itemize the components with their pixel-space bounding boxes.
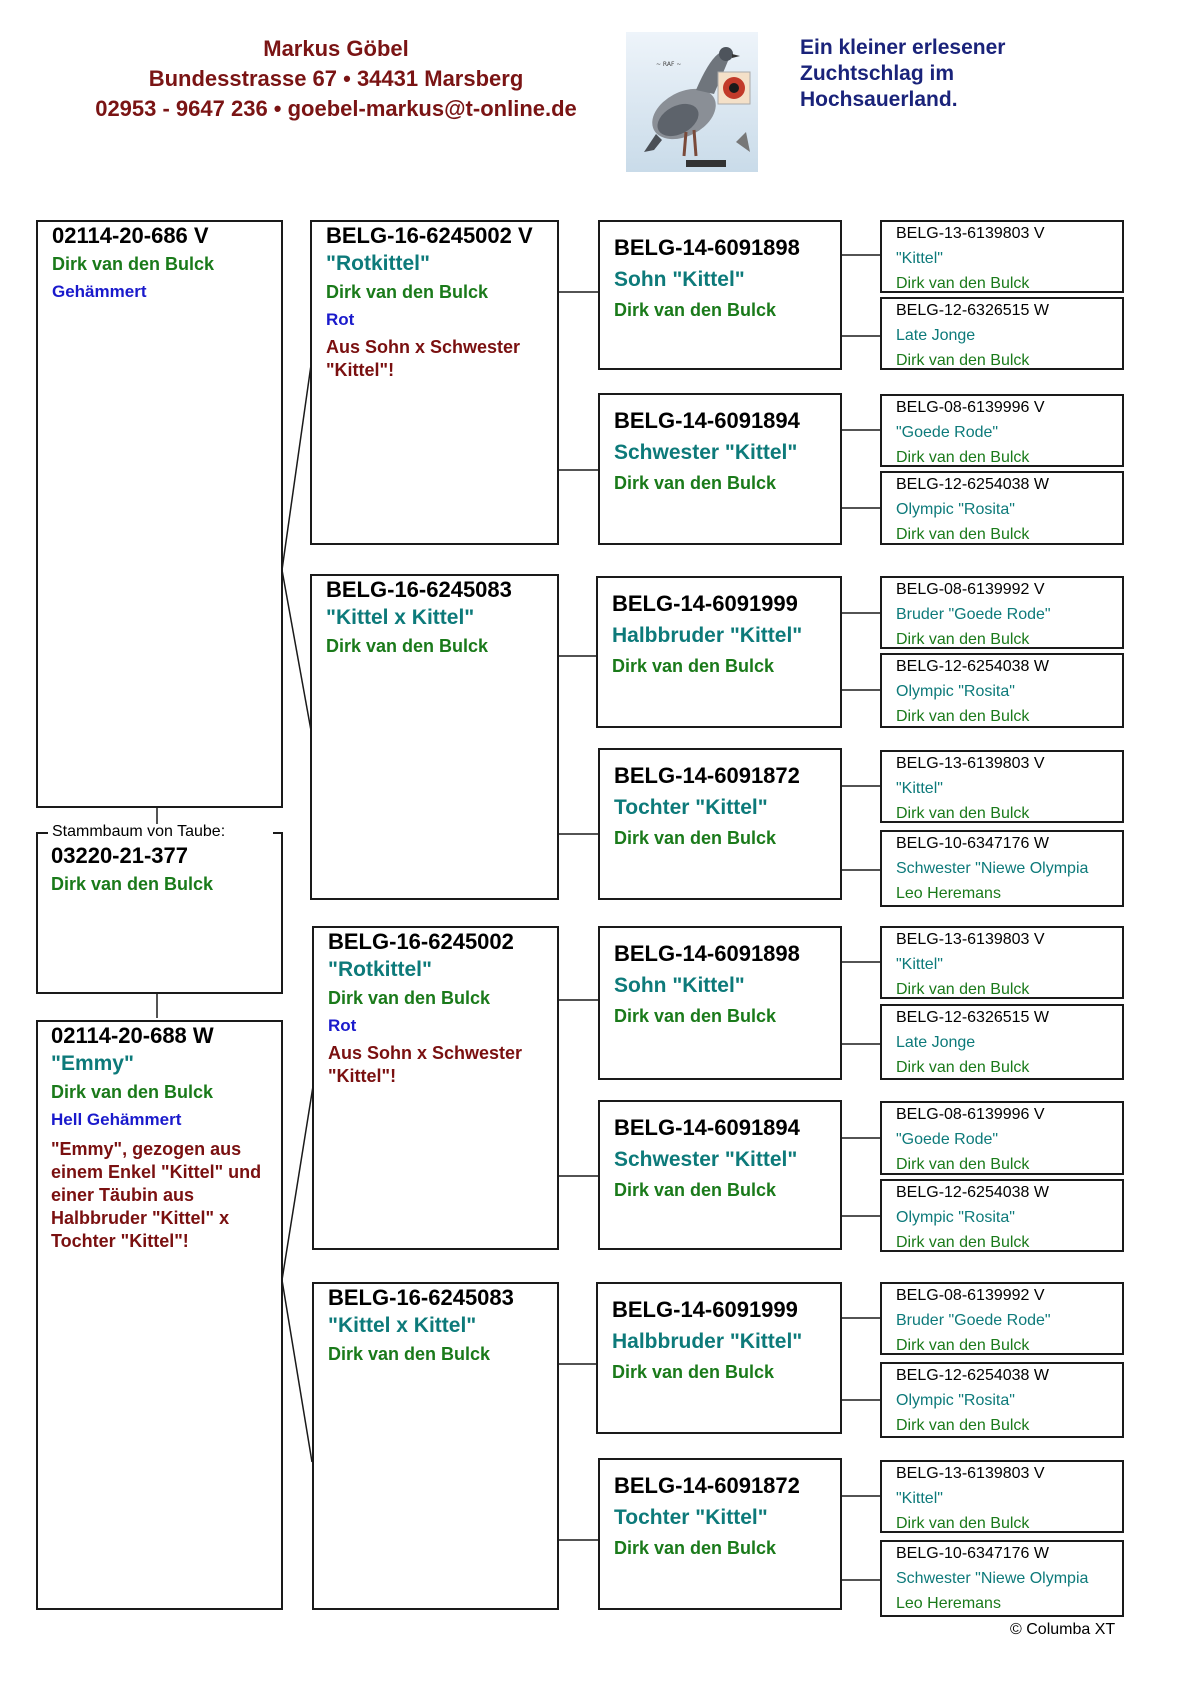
- ancestor-name: Schwester "Niewe Olympia: [896, 860, 1089, 877]
- ancestor-name: Late Jonge: [896, 327, 976, 344]
- breeder-name: Markus Göbel: [263, 36, 409, 61]
- ancestor-breeder: Dirk van den Bulck: [896, 352, 1030, 369]
- ancestor-card: [880, 653, 1124, 728]
- ancestor-breeder: Dirk van den Bulck: [896, 1417, 1030, 1434]
- great-grandparent-ring: BELG-14-6091999: [612, 591, 798, 616]
- grandparent-breeder: Dirk van den Bulck: [326, 636, 489, 656]
- ancestor-ring: BELG-12-6254038 W: [896, 476, 1049, 493]
- mother-color: Hell Gehämmert: [51, 1110, 182, 1129]
- ancestor-card: [880, 1101, 1124, 1175]
- grandparent-card: [312, 1282, 559, 1610]
- grandparent-card: [310, 574, 559, 900]
- breeder-address: Bundesstrasse 67 • 34431 Marsberg: [148, 66, 524, 91]
- ancestor-name: Bruder "Goede Rode": [896, 606, 1051, 623]
- mother-ring: 02114-20-688 W: [51, 1023, 214, 1048]
- great-grandparent-ring: BELG-14-6091894: [614, 408, 800, 433]
- ancestor-name: Olympic "Rosita": [896, 501, 1015, 518]
- great-grandparent-name: Sohn "Kittel": [614, 268, 745, 291]
- grandparent-name: "Kittel x Kittel": [326, 606, 475, 629]
- ancestor-card: [880, 297, 1124, 370]
- ancestor-card: [880, 750, 1124, 823]
- svg-text:~ RAF ~: ~ RAF ~: [656, 61, 682, 68]
- mother-name: "Emmy": [51, 1052, 134, 1075]
- great-grandparent-breeder: Dirk van den Bulck: [612, 1362, 775, 1382]
- ancestor-name: "Goede Rode": [896, 424, 999, 441]
- mother-remark: "Emmy", gezogen aus einem Enkel "Kittel" und einer Täubin aus Halbbruder "Kittel" x Tochter "Kittel"!: [51, 1139, 262, 1251]
- grandparent-card: [310, 220, 559, 545]
- ancestor-card: [880, 471, 1124, 545]
- grandparent-name: "Kittel x Kittel": [328, 1314, 477, 1337]
- ancestor-breeder: Dirk van den Bulck: [896, 981, 1030, 998]
- ancestor-name: "Kittel": [896, 780, 943, 797]
- great-grandparent-card: [598, 1100, 842, 1250]
- grandparent-breeder: Dirk van den Bulck: [328, 988, 491, 1008]
- grandparent-name: "Rotkittel": [328, 958, 432, 981]
- great-grandparent-card: [598, 748, 842, 900]
- great-grandparent-card: [598, 393, 842, 545]
- ancestor-ring: BELG-12-6326515 W: [896, 1009, 1049, 1026]
- ancestor-ring: BELG-13-6139803 V: [896, 755, 1045, 772]
- father-ring: 02114-20-686 V: [52, 223, 209, 248]
- great-grandparent-card: [598, 926, 842, 1080]
- ancestor-name: Olympic "Rosita": [896, 1392, 1015, 1409]
- great-grandparent-ring: BELG-14-6091872: [614, 1473, 800, 1498]
- great-grandparent-breeder: Dirk van den Bulck: [614, 828, 777, 848]
- great-grandparent-card: [596, 1282, 842, 1434]
- ancestor-ring: BELG-13-6139803 V: [896, 931, 1045, 948]
- subject-caption: Stammbaum von Taube:: [52, 823, 226, 840]
- ancestor-ring: BELG-08-6139996 V: [896, 399, 1045, 416]
- ancestor-ring: BELG-08-6139996 V: [896, 1106, 1045, 1123]
- subject-card: [36, 832, 283, 994]
- ancestor-ring: BELG-10-6347176 W: [896, 1545, 1049, 1562]
- great-grandparent-breeder: Dirk van den Bulck: [614, 300, 777, 320]
- great-grandparent-breeder: Dirk van den Bulck: [614, 1180, 777, 1200]
- great-grandparent-card: [598, 1458, 842, 1610]
- great-grandparent-name: Halbbruder "Kittel": [612, 1330, 803, 1353]
- grandparent-breeder: Dirk van den Bulck: [326, 282, 489, 302]
- grandparent-name: "Rotkittel": [326, 252, 430, 275]
- great-grandparent-name: Schwester "Kittel": [614, 1148, 798, 1171]
- great-grandparent-card: [596, 576, 842, 728]
- ancestor-card: [880, 1179, 1124, 1252]
- ancestor-breeder: Dirk van den Bulck: [896, 1337, 1030, 1354]
- ancestor-name: Schwester "Niewe Olympia: [896, 1570, 1089, 1587]
- mother-breeder: Dirk van den Bulck: [51, 1082, 214, 1102]
- grandparent-remark: Aus Sohn x Schwester "Kittel"!: [326, 337, 521, 380]
- ancestor-card: [880, 576, 1124, 649]
- grandparent-ring: BELG-16-6245002: [328, 929, 514, 954]
- ancestor-breeder: Dirk van den Bulck: [896, 1515, 1030, 1532]
- ancestor-ring: BELG-13-6139803 V: [896, 1465, 1045, 1482]
- great-grandparent-ring: BELG-14-6091898: [614, 941, 800, 966]
- father-color: Gehämmert: [52, 282, 147, 301]
- subject-ring: 03220-21-377: [51, 843, 189, 868]
- ancestor-card: [880, 1460, 1124, 1533]
- ancestor-breeder: Dirk van den Bulck: [896, 805, 1030, 822]
- grandparent-card: [312, 926, 559, 1250]
- ancestor-card: [880, 830, 1124, 907]
- ancestor-breeder: Dirk van den Bulck: [896, 708, 1030, 725]
- grandparent-breeder: Dirk van den Bulck: [328, 1344, 491, 1364]
- grandparent-remark: Aus Sohn x Schwester "Kittel"!: [328, 1043, 523, 1086]
- ancestor-breeder: Dirk van den Bulck: [896, 1234, 1030, 1251]
- ancestor-breeder: Dirk van den Bulck: [896, 449, 1030, 466]
- grandparent-ring: BELG-16-6245002 V: [326, 223, 533, 248]
- ancestor-ring: BELG-12-6326515 W: [896, 302, 1049, 319]
- ancestor-name: "Kittel": [896, 956, 943, 973]
- father-breeder: Dirk van den Bulck: [52, 254, 215, 274]
- ancestor-ring: BELG-12-6254038 W: [896, 658, 1049, 675]
- ancestor-breeder: Dirk van den Bulck: [896, 275, 1030, 292]
- ancestor-name: "Kittel": [896, 1490, 943, 1507]
- ancestor-card: [880, 1540, 1124, 1617]
- grandparent-ring: BELG-16-6245083: [326, 577, 512, 602]
- great-grandparent-ring: BELG-14-6091894: [614, 1115, 800, 1140]
- ancestor-breeder: Dirk van den Bulck: [896, 526, 1030, 543]
- grandparent-color: Rot: [326, 310, 355, 329]
- ancestor-ring: BELG-12-6254038 W: [896, 1184, 1049, 1201]
- ancestor-breeder: Leo Heremans: [896, 885, 1001, 902]
- subject-breeder: Dirk van den Bulck: [51, 874, 214, 894]
- great-grandparent-name: Tochter "Kittel": [614, 1506, 768, 1529]
- great-grandparent-name: Sohn "Kittel": [614, 974, 745, 997]
- grandparent-color: Rot: [328, 1016, 357, 1035]
- ancestor-name: Olympic "Rosita": [896, 683, 1015, 700]
- ancestor-name: "Goede Rode": [896, 1131, 999, 1148]
- ancestor-breeder: Dirk van den Bulck: [896, 1156, 1030, 1173]
- subject-caption-row: [36, 822, 283, 842]
- great-grandparent-breeder: Dirk van den Bulck: [614, 1006, 777, 1026]
- great-grandparent-name: Halbbruder "Kittel": [612, 624, 803, 647]
- ancestor-name: "Kittel": [896, 250, 943, 267]
- ancestor-card: [880, 926, 1124, 999]
- ancestor-breeder: Dirk van den Bulck: [896, 631, 1030, 648]
- ancestor-breeder: Dirk van den Bulck: [896, 1059, 1030, 1076]
- breeder-contact: 02953 - 9647 236 • goebel-markus@t-online.de: [95, 96, 577, 121]
- great-grandparent-breeder: Dirk van den Bulck: [614, 1538, 777, 1558]
- ancestor-name: Bruder "Goede Rode": [896, 1312, 1051, 1329]
- ancestor-card: [880, 1282, 1124, 1355]
- grandparent-ring: BELG-16-6245083: [328, 1285, 514, 1310]
- ancestor-ring: BELG-10-6347176 W: [896, 835, 1049, 852]
- ancestor-card: [880, 220, 1124, 293]
- ancestor-name: Olympic "Rosita": [896, 1209, 1015, 1226]
- ancestor-breeder: Leo Heremans: [896, 1595, 1001, 1612]
- slogan-line-1: Ein kleiner erlesener: [800, 36, 1006, 59]
- ancestor-ring: BELG-12-6254038 W: [896, 1367, 1049, 1384]
- father-card: [36, 220, 283, 808]
- great-grandparent-ring: BELG-14-6091872: [614, 763, 800, 788]
- great-grandparent-breeder: Dirk van den Bulck: [614, 473, 777, 493]
- great-grandparent-breeder: Dirk van den Bulck: [612, 656, 775, 676]
- great-grandparent-ring: BELG-14-6091898: [614, 235, 800, 260]
- great-grandparent-name: Tochter "Kittel": [614, 796, 768, 819]
- great-grandparent-card: [598, 220, 842, 370]
- ancestor-ring: BELG-08-6139992 V: [896, 581, 1045, 598]
- slogan-line-2: Zuchtschlag im: [800, 62, 955, 85]
- ancestor-card: [880, 1362, 1124, 1438]
- ancestor-ring: BELG-08-6139992 V: [896, 1287, 1045, 1304]
- slogan-line-3: Hochsauerland.: [800, 88, 958, 111]
- ancestor-card: [880, 1004, 1124, 1080]
- ancestor-ring: BELG-13-6139803 V: [896, 225, 1045, 242]
- ancestor-name: Late Jonge: [896, 1034, 976, 1051]
- mother-card: [36, 1020, 283, 1610]
- ancestor-card: [880, 394, 1124, 467]
- copyright: © Columba XT: [1010, 1621, 1116, 1638]
- great-grandparent-name: Schwester "Kittel": [614, 441, 798, 464]
- great-grandparent-ring: BELG-14-6091999: [612, 1297, 798, 1322]
